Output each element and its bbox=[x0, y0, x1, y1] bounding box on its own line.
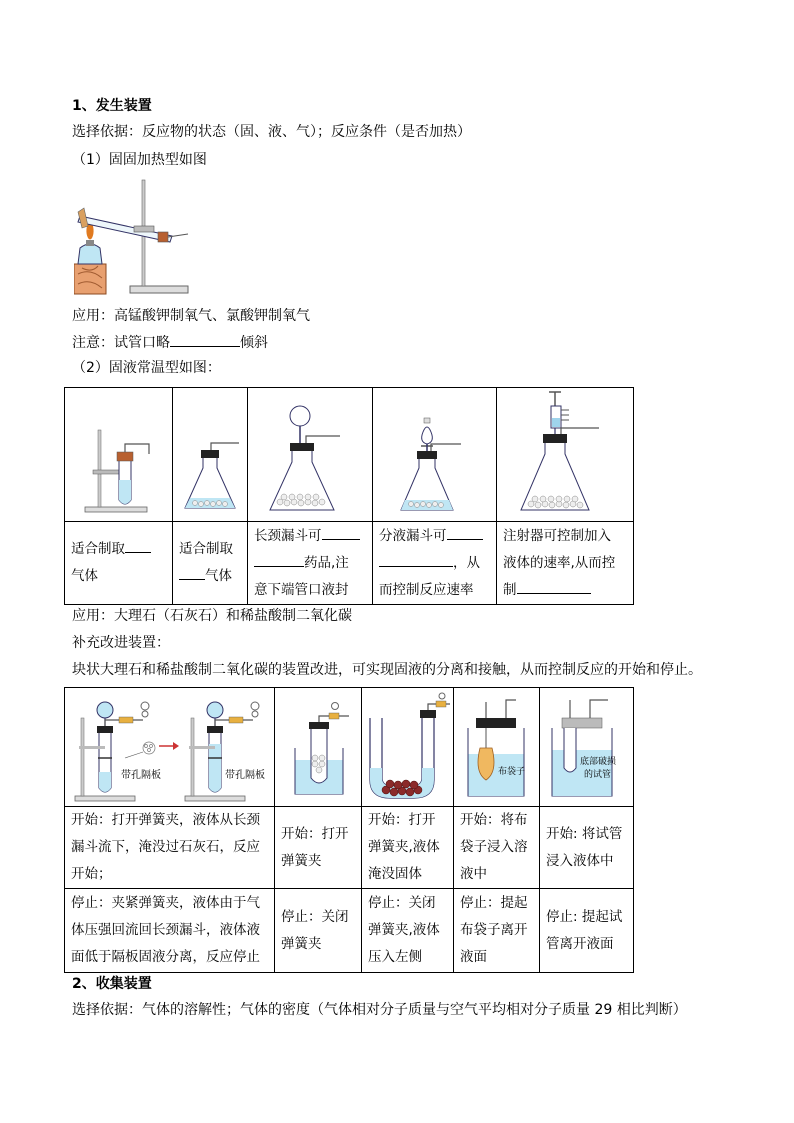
cell-suitable-gas-1 bbox=[65, 522, 173, 605]
blank[interactable] bbox=[379, 552, 453, 567]
cell-separatory-funnel bbox=[373, 522, 497, 605]
broken-tube-label-b: 的试管 bbox=[584, 769, 612, 779]
cell-text: 制 bbox=[503, 581, 517, 598]
cell-syringe bbox=[497, 522, 634, 605]
cell-text: 适合制取 bbox=[179, 541, 233, 557]
blank[interactable] bbox=[254, 552, 304, 567]
subsection1-title: （1）固固加热型如图 bbox=[72, 152, 207, 168]
start-cell-2: 开始：打开弹簧夹 bbox=[275, 807, 362, 889]
stop-cell-1: 停止：夹紧弹簧夹，液体由于气体压强回流回长颈漏斗，液体液面低于隔板固液分离，反应停止 bbox=[65, 889, 275, 973]
cell-text: 长颈漏斗可 bbox=[254, 527, 322, 544]
apparatus-beaker-tube bbox=[275, 688, 362, 807]
apparatus-long-neck-funnel bbox=[248, 388, 373, 522]
cell-text: 气体 bbox=[205, 568, 232, 584]
start-cell-3: 开始：打开弹簧夹,液体淹没固体 bbox=[362, 807, 454, 889]
stop-cell-3: 停止：关闭弹簧夹,液体压入左侧 bbox=[362, 889, 454, 973]
stop-cell-5: 停止: 提起试管离开液面 bbox=[540, 889, 634, 973]
blank[interactable] bbox=[322, 525, 360, 540]
apparatus-cloth-bag bbox=[454, 688, 540, 807]
application-2: 应用：大理石（石灰石）和稀盐酸制二氧化碳 bbox=[72, 608, 352, 624]
apparatus-simple-tube bbox=[65, 388, 173, 522]
cell-text: 分液漏斗可 bbox=[379, 527, 447, 544]
porous-plate-label-1: 带孔隔板 bbox=[121, 770, 161, 781]
section1-basis: 选择依据：反应物的状态（固、液、气）；反应条件（是否加热） bbox=[72, 124, 471, 140]
improved-apparatus-table bbox=[64, 687, 634, 973]
broken-tube-label-a: 底部破损 bbox=[580, 756, 617, 766]
solid-liquid-apparatus-table bbox=[64, 387, 634, 605]
note-blank[interactable] bbox=[170, 332, 240, 347]
cell-text: 气体 bbox=[71, 568, 98, 584]
cell-text: 适合制取 bbox=[71, 541, 125, 557]
supplement-title: 补充改进装置： bbox=[72, 635, 170, 651]
blank[interactable] bbox=[447, 525, 483, 540]
blank[interactable] bbox=[125, 538, 151, 553]
cell-text: ，从 bbox=[453, 554, 480, 571]
section2-title: 2、收集装置 bbox=[72, 976, 152, 992]
apparatus-u-tube bbox=[362, 688, 454, 807]
note-suffix: 倾斜 bbox=[240, 335, 268, 351]
section1-title: 1、发生装置 bbox=[72, 98, 152, 114]
start-cell-1: 开始：打开弹簧夹，液体从长颈漏斗流下，淹没过石灰石，反应开始； bbox=[65, 807, 275, 889]
apparatus-syringe bbox=[497, 388, 634, 522]
cell-suitable-gas-2 bbox=[173, 522, 248, 605]
apparatus-separatory-funnel bbox=[373, 388, 497, 522]
apparatus-flask-tube bbox=[173, 388, 248, 522]
note-line bbox=[72, 332, 268, 353]
note-prefix: 注意：试管口略 bbox=[72, 335, 170, 351]
section2-basis: 选择依据：气体的溶解性；气体的密度（气体相对分子质量与空气平均相对分子质量 29 相比判断） bbox=[72, 1002, 687, 1018]
apparatus-broken-tube bbox=[540, 688, 634, 807]
stop-cell-2: 停止：关闭弹簧夹 bbox=[275, 889, 362, 973]
cell-text: 注射器可控制加入 bbox=[503, 527, 611, 544]
improve-description: 块状大理石和稀盐酸制二氧化碳的装置改进，可实现固液的分离和接触，从而控制反应的开始和停止。 bbox=[72, 662, 702, 678]
cell-text: 液体的速率,从而控 bbox=[503, 554, 616, 571]
start-cell-5: 开始: 将试管浸入液体中 bbox=[540, 807, 634, 889]
heating-apparatus-figure bbox=[74, 178, 190, 298]
cell-text: 意下端管口液封 bbox=[254, 581, 349, 598]
subsection2-title: （2）固液常温型如图： bbox=[72, 360, 221, 376]
porous-plate-label-2: 带孔隔板 bbox=[225, 770, 265, 781]
cloth-bag-label: 布袋子 bbox=[498, 766, 526, 776]
apparatus-porous-plate bbox=[65, 688, 275, 807]
stop-cell-4: 停止：提起布袋子离开液面 bbox=[454, 889, 540, 973]
cell-text: 药品,注 bbox=[304, 554, 349, 571]
blank[interactable] bbox=[517, 579, 591, 594]
start-cell-4: 开始：将布袋子浸入溶液中 bbox=[454, 807, 540, 889]
cell-text: 而控制反应速率 bbox=[379, 581, 474, 598]
cell-long-neck-funnel bbox=[248, 522, 373, 605]
blank[interactable] bbox=[179, 565, 205, 580]
application-1: 应用：高锰酸钾制氧气、氯酸钾制氧气 bbox=[72, 308, 310, 324]
